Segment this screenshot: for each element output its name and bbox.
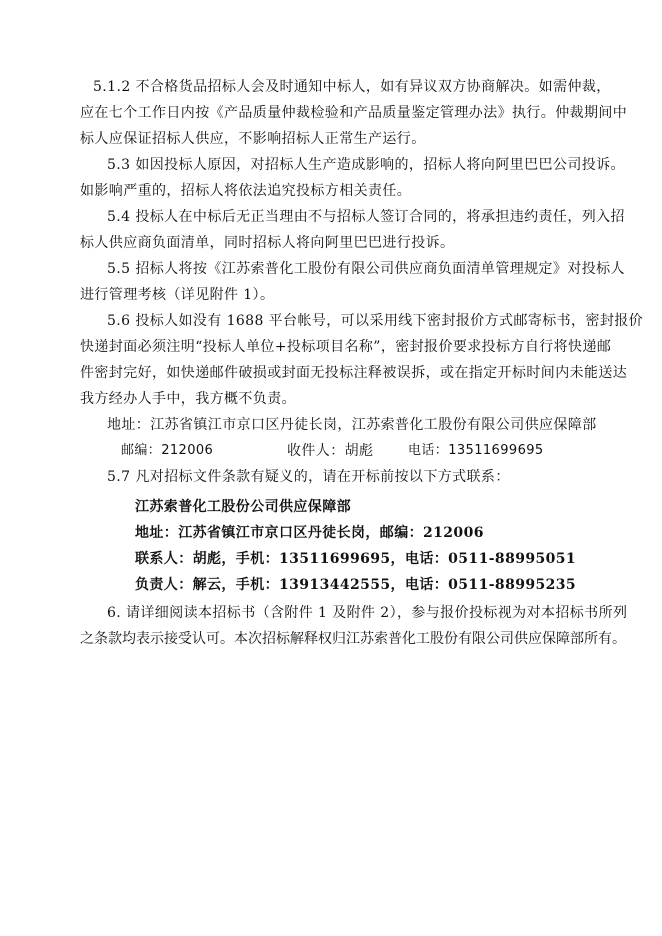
clause-5-6-line-2: 快递封面必须注明“投标人单位+投标项目名称”，密封报价要求投标方自行将快递邮 <box>80 339 612 355</box>
contact-company: 江苏索普化工股份公司供应保障部 <box>135 499 351 515</box>
mailing-phone: 电话：13511699695 <box>408 443 544 458</box>
clause-5-7-intro: 5.7 凡对招标文件条款有疑义的，请在开标前按以下方式联系： <box>107 469 510 485</box>
clause-5-4-line-2: 标人供应商负面清单，同时招标人将向阿里巴巴进行投诉。 <box>80 235 455 251</box>
mailing-postcode: 邮编：212006 <box>121 443 214 458</box>
clause-5-1-2-line-1: 5.1.2 不合格货品招标人会及时通知中标人，如有异议双方协商解决。如需仲裁， <box>93 79 611 95</box>
mailing-address: 地址：江苏省镇江市京口区丹徒长岗，江苏索普化工股份有限公司供应保障部 <box>107 417 597 433</box>
clause-6-line-2: 之条款均表示接受认可。本次招标解释权归江苏索普化工股份有限公司供应保障部所有。 <box>80 631 626 647</box>
clause-5-5-line-1: 5.5 招标人将按《江苏索普化工股份有限公司供应商负面清单管理规定》对投标人 <box>107 261 625 277</box>
clause-5-6-line-3: 件密封完好，如快递邮件破损或封面无投标注释被误拆，或在指定开标时间内未能送达 <box>80 365 628 381</box>
clause-5-1-2-line-3: 标人应保证招标人供应，不影响招标人正常生产运行。 <box>80 131 426 147</box>
clause-5-3-line-1: 5.3 如因投标人原因，对招标人生产造成影响的，招标人将向阿里巴巴公司投诉。 <box>107 157 625 173</box>
clause-5-1-2-line-2: 应在七个工作日内按《产品质量仲裁检验和产品质量鉴定管理办法》执行。仲裁期间中 <box>80 105 628 121</box>
clause-5-3-line-2: 如影响严重的，招标人将依法追究投标方相关责任。 <box>80 183 412 199</box>
contact-person: 联系人：胡彪，手机：13511699695，电话：0511-88995051 <box>135 551 577 567</box>
clause-5-4-line-1: 5.4 投标人在中标后无正当理由不与招标人签订合同的，将承担违约责任，列入招 <box>107 209 625 225</box>
mailing-recipient: 收件人：胡彪 <box>287 443 374 459</box>
contact-address: 地址：江苏省镇江市京口区丹徒长岗，邮编：212006 <box>135 525 484 541</box>
clause-5-5-line-2: 进行管理考核（详见附件 1）。 <box>80 287 275 303</box>
clause-6-line-1: 6. 请详细阅读本招标书（含附件 1 及附件 2），参与报价投标视为对本招标书所列 <box>107 605 628 621</box>
clause-5-6-line-1: 5.6 投标人如没有 1688 平台帐号，可以采用线下密封报价方式邮寄标书，密封报价 <box>107 313 644 329</box>
clause-5-6-line-4: 我方经办人手中，我方概不负责。 <box>80 391 296 407</box>
contact-manager: 负责人：解云，手机：13913442555，电话：0511-88995235 <box>135 577 577 593</box>
